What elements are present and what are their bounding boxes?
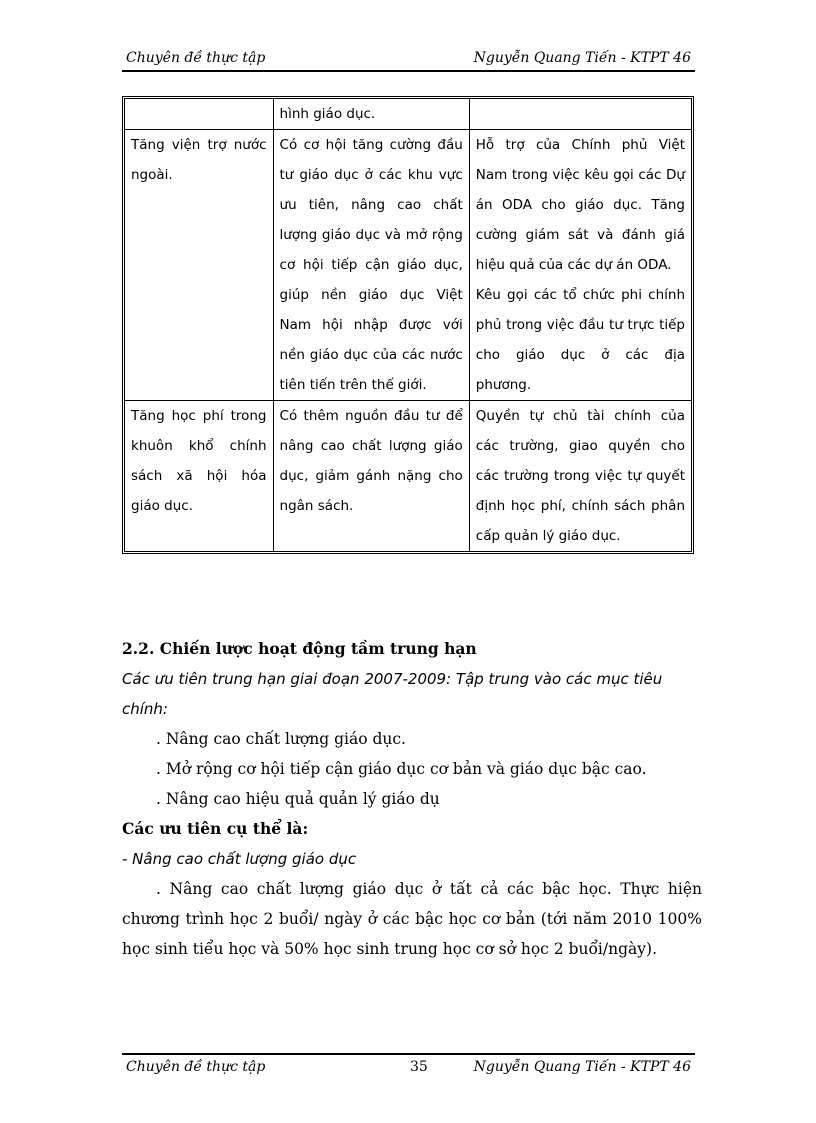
bullet-item: . Nâng cao chất lượng giáo dục. [156, 730, 406, 748]
header-right-text: Nguyễn Quang Tiến - KTPT 46 [473, 50, 691, 66]
footer-left-text: Chuyên đề thực tập [126, 1059, 266, 1075]
sub-item: - Nâng cao chất lượng giáo dục [122, 850, 357, 868]
bullet-item: . Mở rộng cơ hội tiếp cận giáo dục cơ bản và giáo dục bậc cao. [156, 760, 647, 778]
table-cell: Có thêm nguồn đầu tư để nâng cao chất lượng giáo dục, giảm gánh nặng cho ngân sách. [274, 401, 470, 551]
table-cell: Tăng học phí trong khuôn khổ chính sách xã hội hóa giáo dục. [125, 401, 274, 551]
subheading: Các ưu tiên cụ thể là: [122, 819, 309, 838]
footer-right-text: Nguyễn Quang Tiến - KTPT 46 [473, 1059, 691, 1075]
table-cell: Có cơ hội tăng cường đầu tư giáo dục ở các khu vực ưu tiên, nâng cao chất lượng giáo dục và mở rộng cơ hội tiếp cận giáo dục, giúp nền giáo dục Việt Nam hội nhập được với nền giáo dục của các nước tiên tiến trên thế giới. [274, 130, 470, 401]
table-cell: Tăng viện trợ nước ngoài. [125, 130, 274, 401]
table-row [125, 99, 691, 130]
table-row [125, 130, 691, 401]
header-left-text: Chuyên đề thực tập [126, 50, 266, 66]
main-content [122, 634, 702, 964]
table-cell: hình giáo dục. [274, 99, 470, 130]
section-heading: 2.2. Chiến lược hoạt động tầm trung hạn [122, 639, 477, 658]
page-number: 35 [410, 1059, 428, 1075]
table-cell: Quyền tự chủ tài chính của các trường, giao quyền cho các trường trong việc tự quyết định học phí, chính sách phân cấp quản lý giáo dục. [475, 408, 685, 544]
table-cell-text: Hỗ trợ của Chính phủ Việt Nam trong việc kêu gọi các Dự án ODA cho giáo dục. Tăng cường giám sát và đánh giá hiệu quả của các dự án ODA. [475, 137, 685, 273]
bullet-item: . Nâng cao hiệu quả quản lý giáo dụ [156, 790, 440, 808]
table-cell [470, 130, 691, 401]
table-row [125, 401, 691, 551]
table-cell [470, 99, 691, 130]
policy-table [122, 96, 694, 554]
table-cell [125, 99, 274, 130]
page-header [122, 48, 695, 72]
table-cell-text-extra: Kêu gọi các tổ chức phi chính phủ trong việc đầu tư trực tiếp cho giáo dục ở các địa phương. [475, 287, 685, 393]
section-intro: Các ưu tiên trung hạn giai đoạn 2007-2009: Tập trung vào các mục tiêu chính: [122, 670, 663, 718]
paragraph: . Nâng cao chất lượng giáo dục ở tất cả các bậc học. Thực hiện chương trình học 2 buổi/ ngày ở các bậc học cơ bản (tới năm 2010 100% học sinh tiểu học và 50% học sinh trung học cơ sở học 2 buổi/ngày). [122, 880, 702, 958]
page-footer [122, 1053, 695, 1079]
